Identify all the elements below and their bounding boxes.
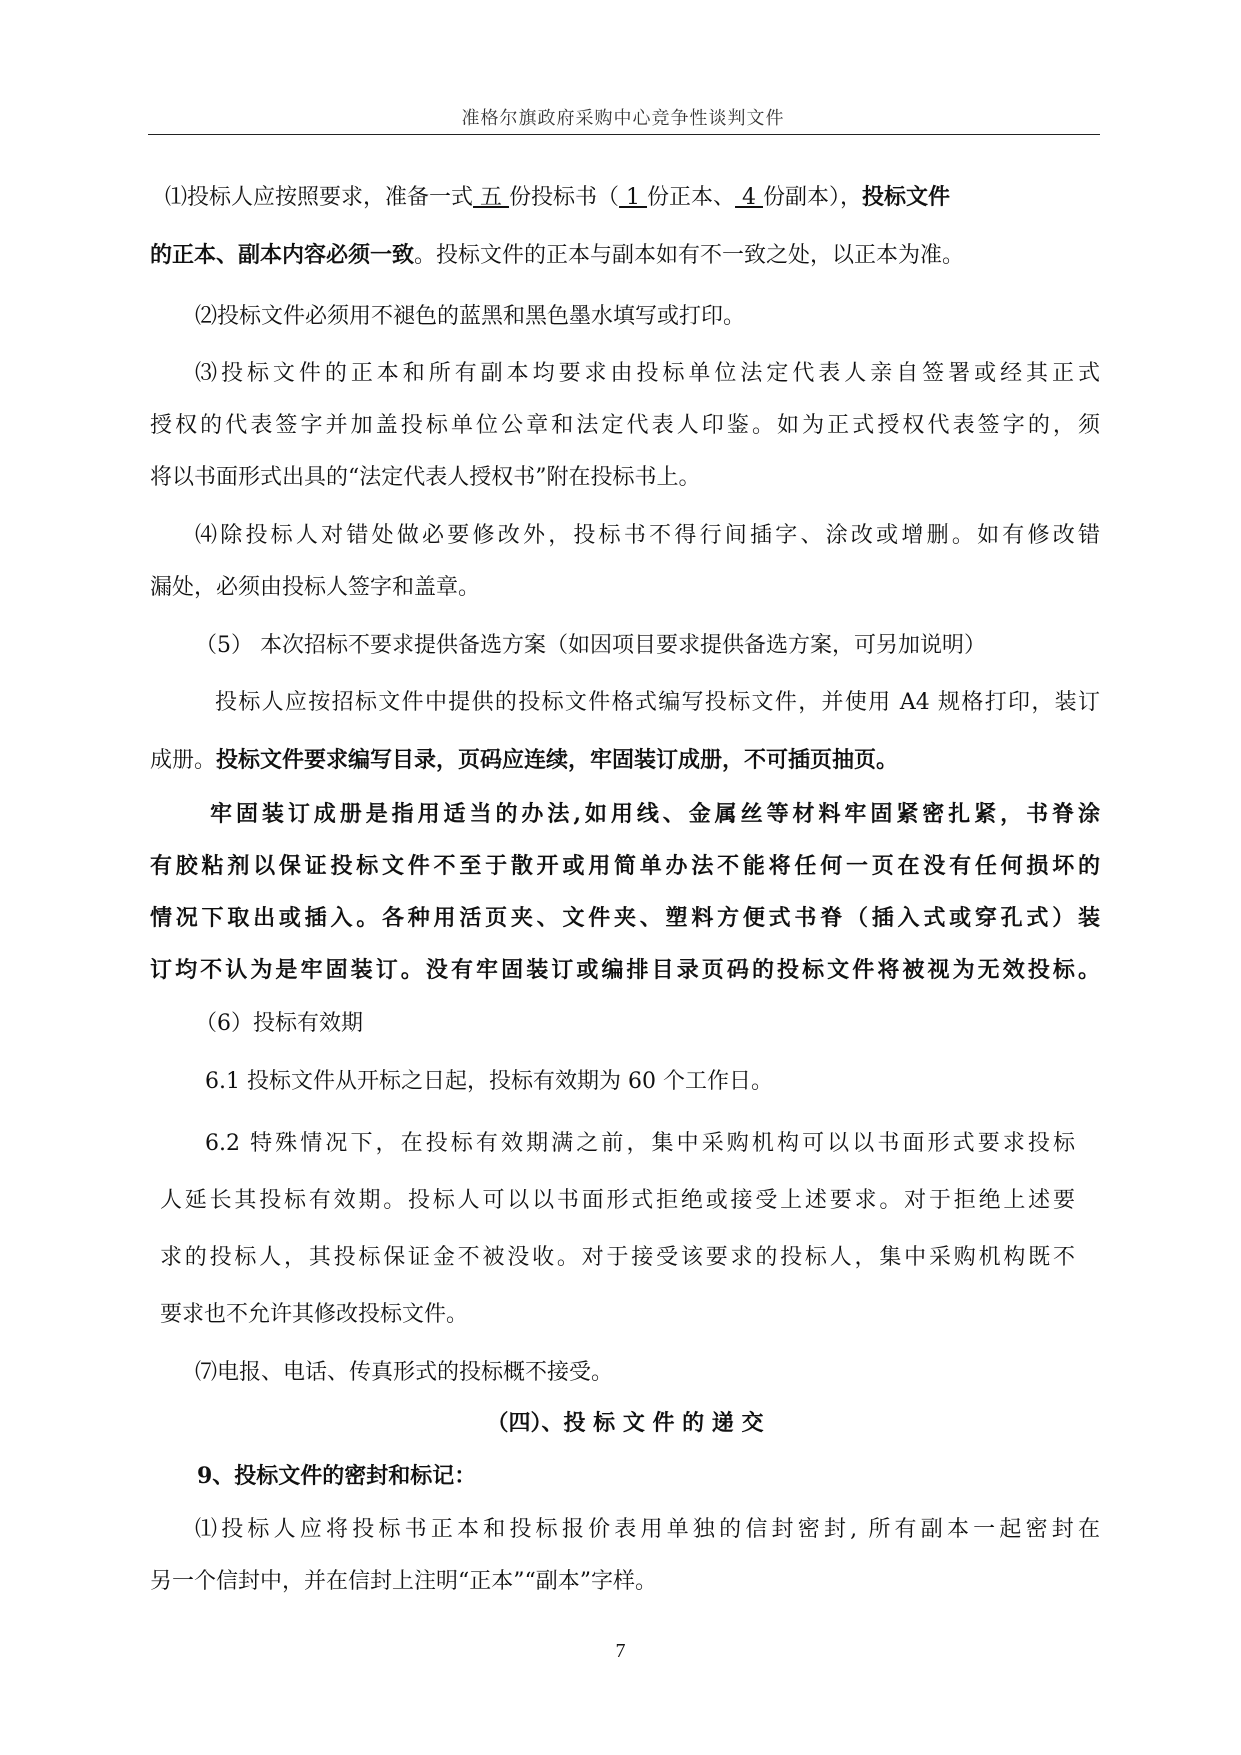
section-heading: （四）、投 标 文 件 的 递 交 (486, 1410, 764, 1436)
paragraph-7-line-4: 订均不认为是牢固装订。没有牢固装订或编排目录页码的投标文件将被视为无效投标。 (150, 957, 1100, 983)
paragraph-5: （5） 本次招标不要求提供备选方案（如因项目要求提供备选方案，可另加说明） (195, 633, 986, 658)
paragraph-7-line-1: 牢固装订成册是指用适当的办法,如用线、金属丝等材料牢固紧密扎紧，书脊涂 (210, 801, 1100, 827)
paragraph-4-line-1: ⑷除投标人对错处做必要修改外，投标书不得行间插字、涂改或增删。如有修改错 (195, 523, 1100, 548)
paragraph-10-line-3: 求的投标人，其投标保证金不被没收。对于接受该要求的投标人，集中采购机构既不 (160, 1245, 1075, 1270)
paragraph-12-line-2: 另一个信封中，并在信封上注明“正本”“副本”字样。 (150, 1569, 657, 1594)
copies-total-value: 五 (473, 185, 510, 210)
paragraph-3-line-3: 将以书面形式出具的“法定代表人授权书”附在投标书上。 (150, 465, 701, 490)
paragraph-3-line-1: ⑶投标文件的正本和所有副本均要求由投标单位法定代表人亲自签署或经其正式 (195, 361, 1100, 386)
text-run: 成册。 (150, 748, 217, 773)
page-header: 准格尔旗政府采购中心竞争性谈判文件 (461, 108, 785, 129)
text-run: 份投标书（ (509, 185, 620, 210)
paragraph-4-line-2: 漏处，必须由投标人签字和盖章。 (150, 575, 481, 600)
paragraph-10-line-1: 6.2 特殊情况下，在投标有效期满之前，集中采购机构可以以书面形式要求投标 (205, 1131, 1075, 1156)
duplicate-count-value: 4 (735, 185, 764, 210)
paragraph-1-line-2 (150, 235, 1100, 275)
paragraph-6-line-2 (150, 740, 1100, 780)
paragraph-7-line-2: 有胶粘剂以保证投标文件不至于散开或用简单办法不能将任何一页在没有任何损坏的 (150, 853, 1100, 879)
paragraph-11: ⑺电报、电话、传真形式的投标概不接受。 (195, 1360, 614, 1385)
paragraph-6-line-1: 投标人应按招标文件中提供的投标文件格式编写投标文件，并使用 A4 规格打印，装订 (215, 690, 1100, 715)
text-run: ⑴投标人应按照要求，准备一式 (165, 185, 474, 210)
paragraph-8: （6）投标有效期 (195, 1011, 363, 1036)
subsection-heading: 9、投标文件的密封和标记： (197, 1463, 477, 1489)
paragraph-1-line-1 (165, 177, 1100, 217)
paragraph-7-line-3: 情况下取出或插入。各种用活页夹、文件夹、塑料方便式书脊（插入式或穿孔式）装 (150, 905, 1100, 931)
paragraph-10-line-4: 要求也不允许其修改投标文件。 (160, 1302, 469, 1327)
paragraph-10-line-2: 人延长其投标有效期。投标人可以以书面形式拒绝或接受上述要求。对于拒绝上述要 (160, 1188, 1075, 1213)
text-run: 份副本）， (763, 185, 863, 210)
bold-text: 的正本、副本内容必须一致 (150, 242, 415, 268)
paragraph-3-line-2: 授权的代表签字并加盖投标单位公章和法定代表人印鉴。如为正式授权代表签字的，须 (150, 413, 1100, 438)
paragraph-9: 6.1 投标文件从开标之日起，投标有效期为 60 个工作日。 (205, 1069, 773, 1094)
original-count-value: 1 (619, 185, 648, 210)
bold-text: 投标文件要求编写目录，页码应连续，牢固装订成册，不可插页抽页。 (216, 747, 899, 773)
text-run: 。投标文件的正本与副本如有不一致之处，以正本为准。 (414, 243, 965, 268)
page-number: 7 (615, 1640, 626, 1662)
header-divider (148, 134, 1100, 135)
paragraph-12-line-1: ⑴投标人应将投标书正本和投标报价表用单独的信封密封, 所有副本一起密封在 (195, 1517, 1100, 1542)
paragraph-2: ⑵投标文件必须用不褪色的蓝黑和黑色墨水填写或打印。 (195, 304, 746, 329)
bold-text: 投标文件 (862, 184, 951, 210)
text-run: 份正本、 (647, 185, 736, 210)
